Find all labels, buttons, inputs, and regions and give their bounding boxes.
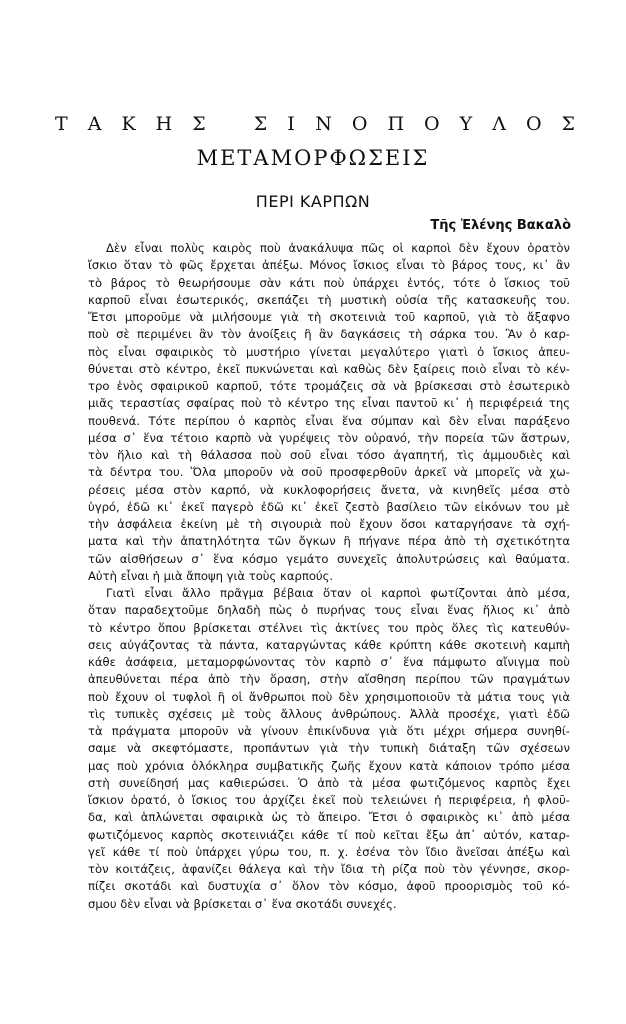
text-line: τὶς τυπικὲς σχέσεις μὲ τοὺς ἄλλους ἀνθρώπους. Ἀλλὰ προσέχε, γιατὶ ἐδῶ	[88, 706, 570, 721]
dedication: Τῆς Ἑλένης Βακαλὸ	[430, 218, 571, 233]
text-line: Γιατὶ εἶναι ἄλλο πρᾶγμα βέβαια ὅταν οἱ καρποὶ φωτίζονται ἀπὸ μέσα,	[106, 586, 570, 600]
text-line: τῶν αἰσθήσεων σ᾿ ἕνα κόσμο γεμάτο συνεχεῖς ἀπολυτρώσεις καὶ θαύματα.	[88, 551, 570, 566]
text-line: μέσα σ᾿ ἕνα τέτοιο καρπὸ νὰ γυρέψεις τὸν οὐρανό, τὴν πορεία τῶν ἄστρων,	[88, 430, 570, 445]
text-line: τὸ κέντρο ὅπου βρίσκεται στέλνει τὶς ἀκτίνες του πρὸς ὅλες τὶς κατευθύν-	[88, 620, 570, 635]
author-letter: Σ	[192, 113, 206, 135]
text-line: ρέσεις μέσα στὸν καρπό, νὰ κυκλοφορήσεις ἄνετα, νὰ κινηθεῖς μέσα στὸ	[88, 482, 570, 497]
text-line: Αὐτὴ εἶναι ἡ μιὰ ἄποψη γιὰ τοὺς καρπούς.	[88, 568, 334, 583]
text-line: πουθενά. Τότε περίπου ὁ καρπὸς εἶναι ἕνα σύμπαν καὶ δὲν εἶναι παράξενο	[88, 413, 570, 428]
text-line: τὰ δέντρα του. Ὅλα μποροῦν νὰ σοῦ προσφερθοῦν ἀρκεῖ νὰ μπορεῖς νὰ χω-	[88, 465, 570, 480]
text-line: κάθε ἀσάφεια, μεταμορφώνοντας τὸν καρπὸ σ᾿ ἕνα πάμφωτο αἴνιγμα ποὺ	[88, 655, 570, 669]
author-letter: Τ	[55, 113, 68, 135]
text-line: τὸ βάρος τὸ θεωρήσουμε σὰν κάτι ποὺ ὑπάρχει ἐντός, τότε ὁ ἴσκιος τοῦ	[88, 275, 570, 290]
text-line: τὸν κοιτάζεις, ἀφανίζει θάλεγα καὶ τὴν ἴδια τὴ ρίζα ποὺ τὸν γέννησε, σκορ-	[88, 862, 570, 876]
author-letter: Σ	[253, 113, 268, 135]
section-title: ΠΕΡΙ ΚΑΡΠΩΝ	[255, 192, 371, 211]
text-line: πίζει σκοτάδι καὶ δυστυχία σ᾿ ὅλον τὸν κόσμο, ἀφοῦ προορισμὸς τοῦ κό-	[88, 879, 570, 894]
text-line: καρποῦ εἶναι ἐσωτερικός, σκεπάζει τὴ μυστικὴ οὐσία τῆς κατασκευῆς του.	[88, 292, 570, 307]
text-line: θύνεται στὸ κέντρο, ἐκεῖ πυκνώνεται καὶ καθὼς δὲν ξαίρεις ποιὸ εἶναι τὸ κέν-	[88, 361, 570, 376]
text-line: ποὺ σὲ περιμένει ἂν τὸν ἀνοίξεις ἢ ἂν δαγκάσεις τὴ σάρκα του. Ἂν ὁ καρ-	[88, 327, 570, 342]
poem-collection-title: ΜΕΤΑΜΟΡΦΩΣΕΙΣ	[196, 146, 430, 170]
text-line: ποὺ ἔχουν οἱ τυφλοὶ ἢ οἱ ἄνθρωποι ποὺ δὲν χρησιμοποιοῦν τὰ μάτια τους γιὰ	[88, 689, 570, 704]
text-line: γεῖ κάθε τί ποὺ ὑπάρχει γύρω του, π. χ. ἐσένα τὸν ἴδιο ἂνεῖσαι ἀπέξω καὶ	[88, 844, 570, 859]
text-line: ἀπευθύνεται πέρα ἀπὸ τὴν ὅραση, στὴν αἴσθηση περίπου τῶν πραγμάτων	[88, 672, 570, 687]
author-letter: Α	[87, 113, 102, 135]
text-line: ὅταν παραδεχτοῦμε δηλαδὴ πὼς ὁ πυρήνας τους εἶναι ἕνας ἥλιος κι᾿ ἀπὸ	[88, 603, 570, 618]
text-line: τὴν ἀσφάλεια ἐκείνη μὲ τὴ σιγουριὰ ποὺ ἔχουν ὅσοι καταργήσανε τὰ σχή-	[88, 517, 570, 531]
author-letter: Σ	[561, 113, 575, 135]
author-letter: Ο	[525, 113, 542, 135]
author-letter: Ο	[424, 113, 440, 135]
text-line: τὸν ἥλιο καὶ τὴ θάλασσα ποὺ σοῦ εἶναι τόσο ἀγαπητή, τὶς ἀμμουδιὲς καὶ	[88, 448, 570, 462]
text-line: τὰ πράγματα μποροῦν νὰ γίνουν ἐπικίνδυνα γιὰ ὅτι μέχρι σήμερα συνηθί-	[88, 724, 570, 738]
text-line: δα, καὶ ἁπλώνεται σφαιρικὰ ὡς τὸ ἄπειρο. Ἔτσι ὁ σφαιρικὸς κι᾿ ἀπὸ μέσα	[88, 810, 570, 825]
text-line: τρο ἑνὸς σφαιρικοῦ καρποῦ, τότε τρομάζεις σὰ νὰ βρίσκεσαι στὸ ἐσωτερικὸ	[88, 379, 570, 393]
text-line: στὴ συνείδησή μας καθιερώσει. Ὁ ἀπὸ τὰ μέσα φωτιζόμενος καρπὸς ἔχει	[88, 775, 570, 790]
text-line: ὑγρό, ἐδῶ κι᾿ ἐκεῖ παγερὸ ἐδῶ κι᾿ ἐκεῖ ζεστὸ βασίλειο τῶν εἰκόνων του μὲ	[88, 499, 570, 514]
text-line: ἴσκιον ὁρατό, ὁ ἴσκιος του ἀρχίζει ἐκεῖ ποὺ τελειώνει ἡ περιφέρεια, ἡ φλοῦ-	[88, 793, 570, 807]
author-letter: Λ	[492, 113, 506, 135]
text-line: μας ποὺ χρόνια ὁλόκληρα συμβατικῆς ζωῆς ἔχουν κατὰ κάποιον τρόπο μέσα	[88, 758, 570, 773]
text-line: πὸς εἶναι σφαιρικὸς τὸ μυστήριο γίνεται μεγαλύτερο γιατὶ ὁ ἴσκιος ἀπευ-	[88, 344, 570, 359]
text-line: σμου δὲν εἶναι νὰ βρίσκεται σ᾿ ἕνα σκοτάδι συνεχές.	[88, 896, 397, 911]
text-line: Δὲν εἶναι πολὺς καιρὸς ποὺ ἀνακάλυψα πῶς οἱ καρποὶ δὲν ἔχουν ὁρατὸν	[106, 241, 570, 255]
text-line: ματα καὶ τὴν ἀπατηλότητα τῶν ὄγκων ἢ πήγανε πέρα ἀπὸ τὴ σχετικότητα	[88, 534, 570, 549]
text-line: Ἔτσι μποροῦμε νὰ μιλήσουμε γιὰ τὴ σκοτεινιὰ τοῦ καρποῦ, γιὰ τὸ ἄξαφνο	[88, 310, 570, 324]
author-letter: Η	[155, 113, 173, 135]
author-letter	[226, 113, 234, 135]
author-letter: Ι	[287, 113, 295, 135]
author-letter: Κ	[121, 113, 136, 135]
author-letter: Ο	[351, 113, 368, 135]
author-name	[55, 113, 575, 135]
author-letter: Υ	[459, 113, 473, 135]
text-line: φωτιζόμενος καρπὸς σκοτεινιάζει κάθε τί ποὺ κεῖται ἔξω ἀπ᾿ αὐτόν, καταρ-	[88, 827, 570, 842]
text-line: σαμε νὰ σκεφτόμαστε, προπάντων γιὰ τὴν τυπικὴ διάταξη τῶν σχέσεων	[88, 741, 570, 756]
author-letter: Ν	[315, 113, 332, 135]
author-letter: Π	[387, 113, 405, 135]
prose-body	[88, 240, 570, 913]
text-line: μιᾶς τεραστίας σφαίρας ποὺ τὸ κέντρο της εἶναι παντοῦ κι᾿ ἡ περιφέρειά της	[88, 396, 570, 411]
text-line: ἴσκιο ὅταν τὸ φῶς ἔρχεται ἀπέξω. Μόνος ἴσκιος εἶναι τὸ βάρος τους, κι᾿ ἂν	[88, 258, 570, 273]
text-line: σεις αὐγάζοντας τὰ πάντα, καταργώντας κάθε κρύπτη κάθε σκοτεινὴ καμπὴ	[88, 637, 570, 652]
